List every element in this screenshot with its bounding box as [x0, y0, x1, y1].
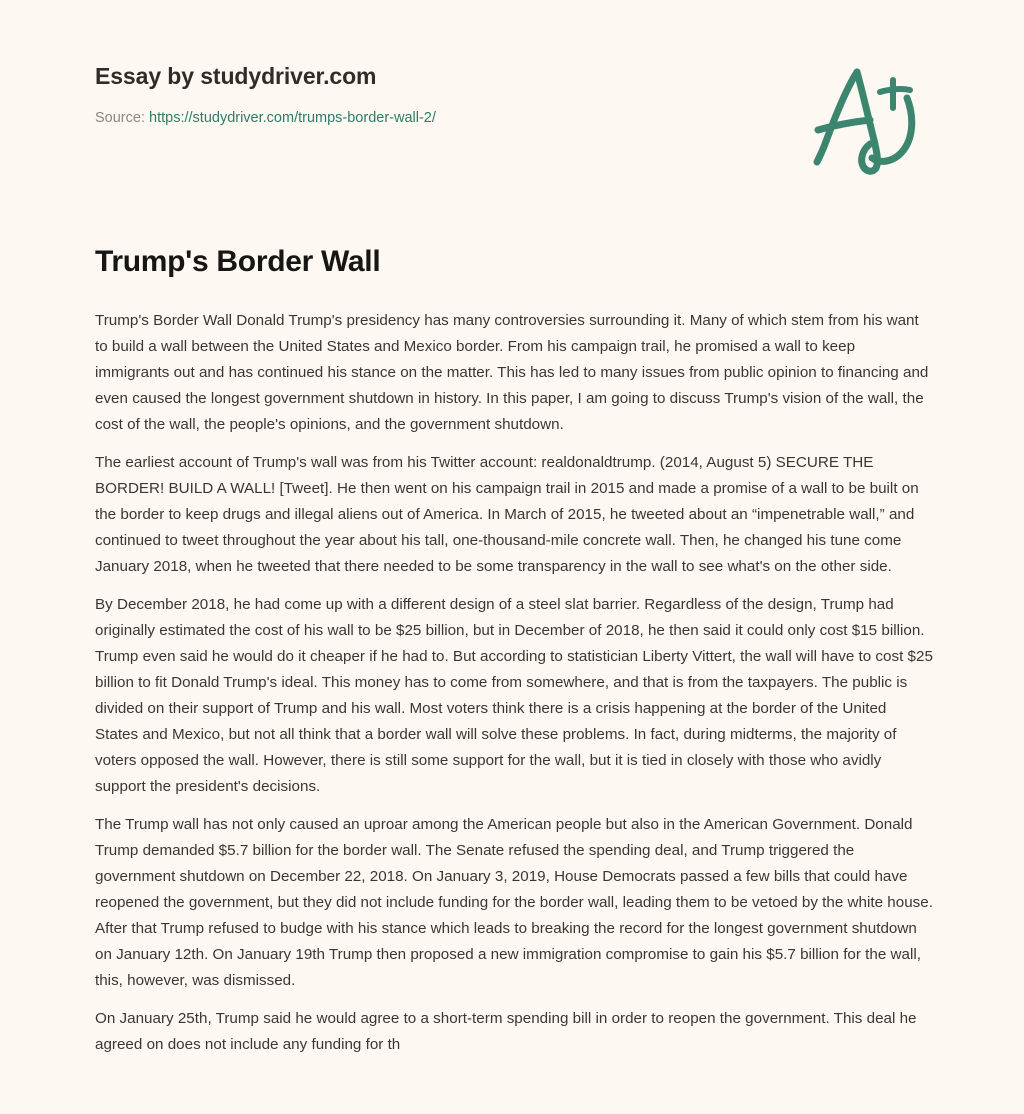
article-paragraphs — [95, 308, 933, 1058]
header-text-block — [95, 62, 436, 127]
source-label: Source: — [95, 110, 145, 126]
document-header — [0, 0, 1024, 200]
paragraph: On January 25th, Trump said he would agree to a short-term spending bill in order to reopen the government. This deal he agreed on does not include any funding for th — [95, 1010, 917, 1053]
paragraph: By December 2018, he had come up with a different design of a steel slat barrier. Regardless of the design, Trump had originally estimated the cost of his wall to be $25 billion, but in December of 2018, he then said it could only cost $15 billion. Trump even said he would do it cheaper if he had to. But according to statistician Liberty Vittert, the wall will have to cost $25 billion to fit Donald Trump's ideal. This money has to come from somewhere, and that is from the taxpayers. The public is divided on their support of Trump and his wall. Most voters think there is a crisis happening at the border of the United States and Mexico, but not all think that a border wall will solve these problems. In fact, during midterms, the majority of voters opposed the wall. However, there is still some support for the wall, but it is tied in closely with those who avidly support the president's decisions. — [95, 596, 933, 795]
a-plus-icon — [800, 58, 922, 176]
source-url-link[interactable]: https://studydriver.com/trumps-border-wall-2/ — [149, 110, 436, 126]
studydriver-a-plus-logo — [800, 58, 922, 176]
page-title: Trump's Border Wall — [95, 245, 381, 278]
paragraph: The Trump wall has not only caused an uproar among the American people but also in the American Government. Donald Trump demanded $5.7 billion for the border wall. The Senate refused the spending deal, and Trump triggered the government shutdown on December 22, 2018. On January 3, 2019, House Democrats passed a few bills that could have reopened the government, but they did not include funding for the border wall, leading them to be vetoed by the white house. After that Trump refused to budge with his stance which leads to breaking the record for the longest government shutdown on January 12th. On January 19th Trump then proposed a new immigration compromise to gain his $5.7 billion for the wall, this, however, was dismissed. — [95, 816, 933, 989]
article-body — [95, 243, 933, 1058]
source-line — [95, 109, 436, 127]
paragraph: Trump's Border Wall Donald Trump's presidency has many controversies surrounding it. Many of which stem from his want to build a wall between the United States and Mexico border. From his campaign trail, he promised a wall to keep immigrants out and has continued his stance on the matter. This has led to many issues from public opinion to financing and even caused the longest government shutdown in history. In this paper, I am going to discuss Trump's vision of the wall, the cost of the wall, the people's opinions, and the government shutdown. — [95, 312, 929, 433]
paragraph: The earliest account of Trump's wall was from his Twitter account: realdonaldtrump. (2014, August 5) SECURE THE BORDER! BUILD A WALL! [Tweet]. He then went on his campaign trail in 2015 and made a promise of a wall to be built on the border to keep drugs and illegal aliens out of America. In March of 2015, he tweeted about an “impenetrable wall,” and continued to tweet throughout the year about his tall, one-thousand-mile concrete wall. Then, he changed his tune come January 2018, when he tweeted that there needed to be some transparency in the wall to see what's on the other side. — [95, 454, 919, 575]
byline: Essay by studydriver.com — [95, 63, 377, 89]
